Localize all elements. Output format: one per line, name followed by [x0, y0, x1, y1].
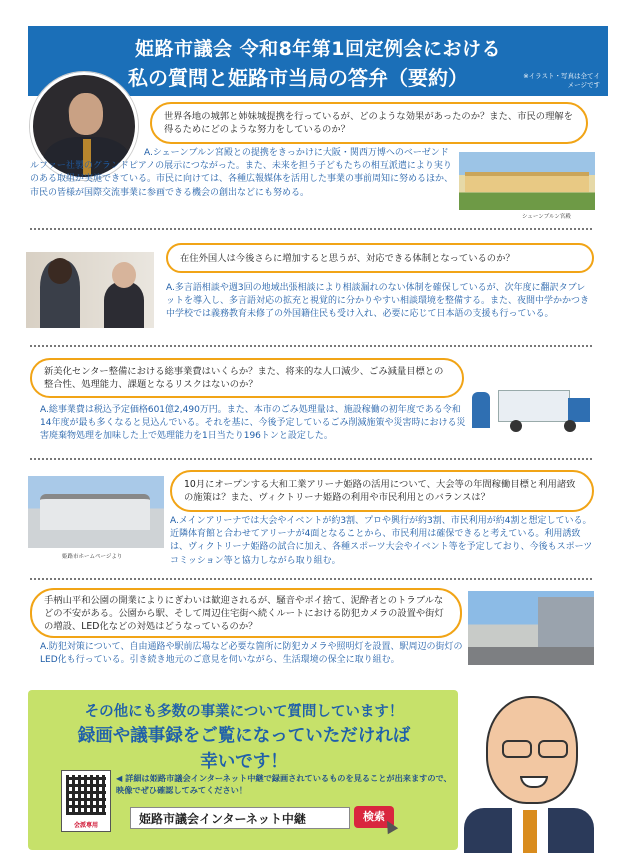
question-text-2: 在住外国人は今後さらに増加すると思うが、対応できる体制となっているのか？: [180, 252, 515, 264]
search-input[interactable]: 姫路市議会インターネット中継: [130, 807, 350, 829]
caricature-glasses-right: [538, 740, 568, 758]
promo-section: [28, 690, 594, 853]
palace-photo: [459, 152, 595, 210]
divider-2: [30, 345, 592, 347]
question-text-1: 世界各地の城郭と姉妹城提携を行っているが、どのような効果があったのか？また、市民の理解を得るためにどのような努力をしているのか？: [164, 111, 573, 135]
question-bubble-2: [166, 243, 594, 273]
answer-text-3: A.総事業費は税込予定価格601億2,490万円。また、本市のごみ処理量は、施設稼働の初年度である令和14年度が最も多くなると見込んでいる。それを基に、今後予定しているごみ削減施策や災害時における災害廃棄物処理を加味した上で処理能力を1日当たり196トンと設定した。: [40, 405, 466, 442]
portrait-face: [69, 93, 103, 135]
question-bubble-5: [30, 588, 462, 638]
photo-person-1-head: [48, 258, 72, 284]
answer-text-1: A.シェーンブルン宮殿との提携をきっかけに大阪・関西万博へのベーゼンドルファー社製のグランドピアノの展示につながった。また、未来を担う子どもたちの相互派遣により実りのある取組が実施できている。市民に向けては、各種広報媒体を活用した事業の事前周知に努めるほか、市民の皆様が国際交流事業に参画できる機会の創出などにも努める。: [30, 148, 454, 198]
consultation-photo: [26, 252, 154, 328]
question-text-3: 新美化センター整備における総事業費はいくらか？また、将来的な人口減少、ごみ減量目標との整合性、処理能力、課題となるリスクはないのか？: [44, 366, 444, 390]
station-building: [538, 597, 594, 647]
answer-text-2: A.多言語相談や週3回の地域出張相談により相談漏れのない体制を確保しているが、次年度に翻訳タブレットを導入し、多言語対応の拡充と視覚的に分かりやすい相談環境を整備する。また、夜間中学かかつき中学校では義務教育未修了の外国籍住民も受け入れ、必要に応じて日本語の支援も行っている。: [166, 283, 590, 320]
caricature-glasses-left: [502, 740, 532, 758]
question-text-4: 10月にオープンする大和工業アリーナ姫路の活用について、大会等の年間稼働目標と利用諸致の施策は？また、ヴィクトリーナ姫路の利用や市民利用とのバランスは？: [184, 479, 576, 503]
truck-wheel-rear: [510, 420, 522, 432]
question-bubble-1: [150, 102, 588, 144]
arena-building: [40, 494, 150, 530]
title-line-2: 私の質問と姫路市当局の答弁（要約）: [128, 66, 468, 90]
arena-photo: [28, 476, 164, 548]
promo-detail-text: ◀ 詳細は姫路市議会インターネット中継で録画されているものを見ることが出来ますので、映像でぜひ確認してみてください！: [116, 773, 452, 795]
qr-code[interactable]: [61, 770, 111, 832]
promo-line-1: その他にも多数の事業について質問しています！: [84, 704, 404, 720]
divider-4: [30, 578, 592, 580]
answer-text-4: A.メインアリーナでは大会やイベントが約3割、プロや興行が約3割、市民利用が約4割と想定している。近隣体育館と合わせてアリーナが4面となることから、市民利用は確保できると考えている。利用誘致は、ヴィクトリーナ姫路の試合に加え、各種スポーツ大会やイベント等を予定しており、今後もスポーツコミッション等と協力しながら取り組む。: [170, 516, 593, 566]
palace-caption: シェーンブルン宮殿: [522, 214, 571, 220]
photo-person-2: [104, 282, 144, 328]
qr-pattern: [66, 775, 106, 815]
divider-3: [30, 458, 592, 460]
answer-text-5: A.防犯対策について、自由通路や駅前広場など必要な箇所に防犯カメラや照明灯を設置、駅周辺の街灯のLED化も行っている。引き続き地元のご意見を伺いながら、生活環境の保全に取り組む。: [40, 642, 463, 666]
image-note: ※イラスト・写真は全てイメージです: [523, 72, 600, 89]
truck-body: [498, 390, 570, 422]
search-button[interactable]: 検索: [354, 806, 394, 828]
arena-caption: 姫路市ホームページより: [62, 554, 123, 560]
qr-label: 会派専用: [73, 822, 98, 829]
photo-person-2-head: [112, 262, 136, 288]
garbage-truck-illustration: [468, 380, 592, 434]
promo-line-2: 録画や議事録をご覧になっていただければ: [77, 726, 411, 746]
station-area-photo: [468, 591, 594, 665]
title-line-1: 姫路市議会 令和8年第1回定例会における: [134, 38, 502, 60]
question-bubble-4: [170, 470, 594, 512]
truck-wheel-front: [564, 420, 576, 432]
question-text-5: 手柄山平和公園の開業によりにぎわいは歓迎されるが、騒音やポイ捨て、泥酔者とのトラブルなどの不安がある。公園から駅、そして周辺住宅街へ続くルートにおける防犯カメラの設置や街灯の増設、LED化などの対処はどうなっているのか？: [44, 594, 444, 632]
caricature-tie: [523, 810, 537, 853]
worker-figure: [472, 392, 490, 428]
palace-building: [465, 172, 589, 192]
question-bubble-3: [30, 358, 464, 398]
truck-cab: [568, 398, 590, 422]
divider-1: [30, 228, 592, 230]
station-road: [468, 647, 594, 665]
promo-line-3: 幸いです！: [200, 752, 288, 772]
councilor-caricature: [464, 690, 594, 853]
